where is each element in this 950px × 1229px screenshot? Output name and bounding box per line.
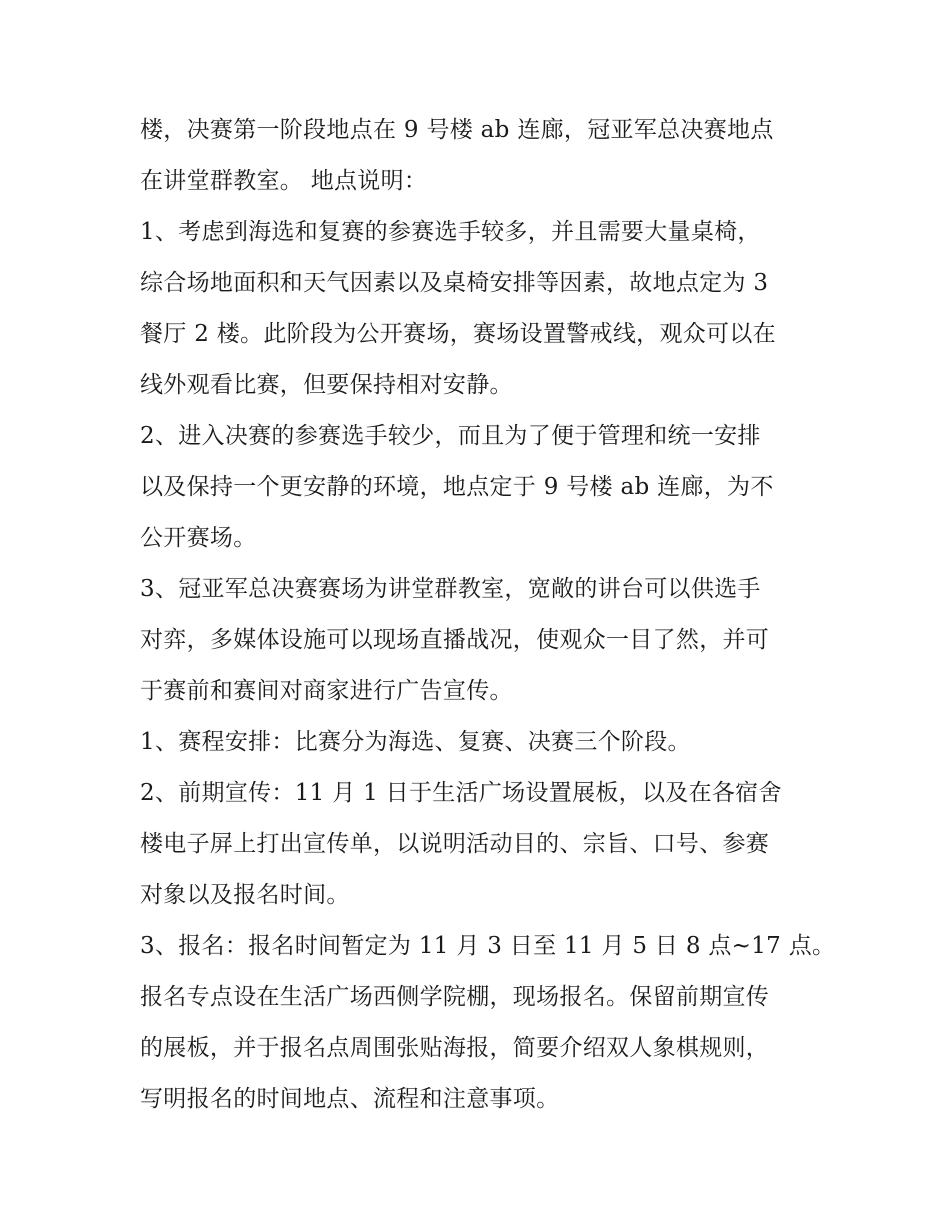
text-line: 对象以及报名时间。 <box>140 882 350 908</box>
text-line: 3、冠亚军总决赛赛场为讲堂群教室，宽敞的讲台可以供选手 <box>140 576 761 602</box>
text-line: 2、前期宣传：11 月 1 日于生活广场设置展板，以及在各宿舍 <box>140 780 782 806</box>
text-line: 3、报名：报名时间暂定为 11 月 3 日至 11 月 5 日 8 点~17 点。 <box>140 933 836 959</box>
text-line: 的展板，并于报名点周围张贴海报，简要介绍双人象棋规则， <box>140 1035 770 1061</box>
text-line: 在讲堂群教室。 地点说明： <box>140 168 428 194</box>
text-line: 餐厅 2 楼。此阶段为公开赛场，赛场设置警戒线，观众可以在 <box>140 321 776 347</box>
text-line: 综合场地面积和天气因素以及桌椅安排等因素，故地点定为 3 <box>140 270 769 296</box>
text-line: 1、考虑到海选和复赛的参赛选手较多，并且需要大量桌椅， <box>140 219 761 245</box>
text-line: 楼，决赛第一阶段地点在 9 号楼 ab 连廊，冠亚军总决赛地点 <box>140 117 774 143</box>
text-line: 写明报名的时间地点、流程和注意事项。 <box>140 1086 560 1112</box>
text-line: 以及保持一个更安静的环境，地点定于 9 号楼 ab 连廊，为不 <box>140 474 774 500</box>
document-body <box>140 108 836 1128</box>
text-line: 对弈，多媒体设施可以现场直播战况，使观众一目了然，并可 <box>140 627 770 653</box>
text-line: 报名专点设在生活广场西侧学院棚，现场报名。保留前期宣传 <box>140 984 770 1010</box>
text-line: 于赛前和赛间对商家进行广告宣传。 <box>140 678 513 704</box>
text-line: 线外观看比赛，但要保持相对安静。 <box>140 372 513 398</box>
text-line: 公开赛场。 <box>140 525 257 551</box>
text-line: 楼电子屏上打出宣传单，以说明活动目的、宗旨、口号、参赛 <box>140 831 770 857</box>
text-line: 1、赛程安排：比赛分为海选、复赛、决赛三个阶段。 <box>140 729 691 755</box>
text-line: 2、进入决赛的参赛选手较少，而且为了便于管理和统一安排 <box>140 423 761 449</box>
